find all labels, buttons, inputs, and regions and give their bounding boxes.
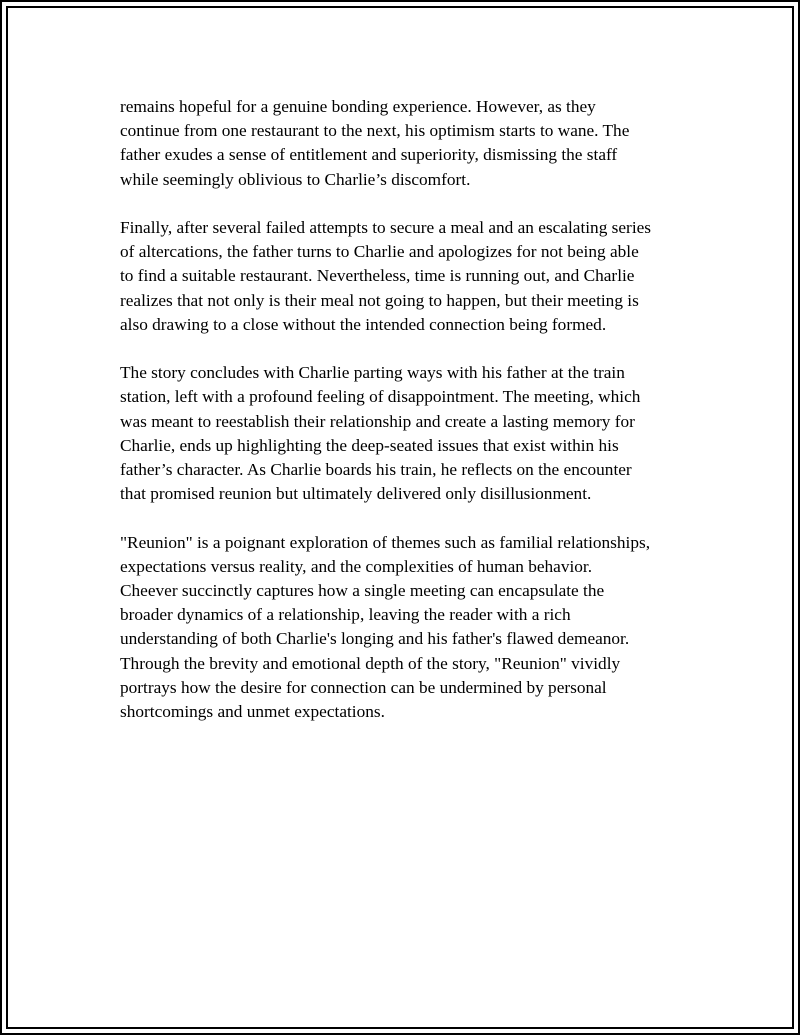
paragraph-4 (120, 531, 700, 725)
document-body (120, 95, 700, 748)
text-line: portrays how the desire for connection can be undermined by personal (120, 677, 607, 697)
text-line: also drawing to a close without the intended connection being formed. (120, 314, 607, 334)
text-line: that promised reunion but ultimately delivered only disillusionment. (120, 484, 592, 504)
text-line: father exudes a sense of entitlement and superiority, dismissing the staff (120, 145, 618, 165)
text-line: The story concludes with Charlie parting ways with his father at the train (120, 363, 625, 383)
text-line: Charlie, ends up highlighting the deep-seated issues that exist within his (120, 435, 619, 455)
text-line: to find a suitable restaurant. Nevertheless, time is running out, and Charlie (120, 266, 635, 286)
text-line: "Reunion" is a poignant exploration of themes such as familial relationships, (120, 532, 651, 552)
text-line: understanding of both Charlie's longing and his father's flawed demeanor. (120, 629, 630, 649)
paragraph-3 (120, 361, 700, 506)
text-line: father’s character. As Charlie boards his train, he reflects on the encounter (120, 460, 632, 480)
text-line: realizes that not only is their meal not going to happen, but their meeting is (120, 290, 639, 310)
text-line: continue from one restaurant to the next, his optimism starts to wane. The (120, 121, 630, 141)
text-line: of altercations, the father turns to Charlie and apologizes for not being able (120, 242, 639, 262)
text-line: Cheever succinctly captures how a single meeting can encapsulate the (120, 581, 605, 601)
text-line: expectations versus reality, and the complexities of human behavior. (120, 556, 593, 576)
text-line: shortcomings and unmet expectations. (120, 702, 385, 722)
text-line: station, left with a profound feeling of disappointment. The meeting, which (120, 387, 641, 407)
text-line: broader dynamics of a relationship, leaving the reader with a rich (120, 605, 571, 625)
paragraph-1 (120, 95, 700, 192)
text-line: was meant to reestablish their relationship and create a lasting memory for (120, 411, 635, 431)
paragraph-2 (120, 216, 700, 337)
text-line: remains hopeful for a genuine bonding experience. However, as they (120, 97, 596, 116)
text-line: while seemingly oblivious to Charlie’s discomfort. (120, 169, 471, 189)
text-line: Through the brevity and emotional depth of the story, "Reunion" vividly (120, 653, 621, 673)
text-line: Finally, after several failed attempts to secure a meal and an escalating series (120, 218, 652, 237)
